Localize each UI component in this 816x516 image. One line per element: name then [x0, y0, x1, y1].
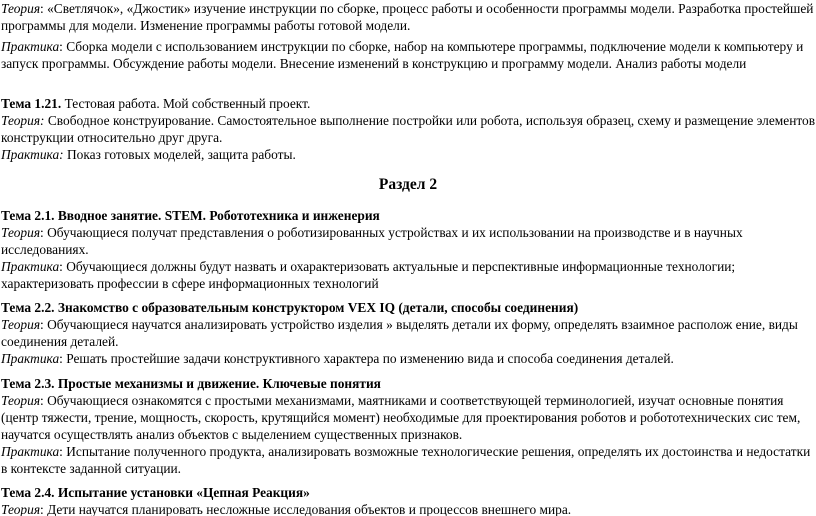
theory-label: Теория:	[1, 113, 45, 128]
theory-text: : Дети научатся планировать несложные исследования объектов и процессов внешнего мира.	[40, 502, 572, 516]
intro-practice-line-2: запуск программы. Обсуждение работы модели. Внесение изменений в конструкцию и программу модели. Анализ работы модели	[1, 56, 747, 71]
theory-text: : Обучающиеся получат представления о роботизированных устройствах и их использовании на производстве и в научных	[40, 225, 743, 240]
practice-label: Практика	[1, 39, 60, 54]
topic-1-21-theory-line-1	[1, 112, 815, 129]
topic-2-2-title: Тема 2.2. Знакомство с образовательным конструктором VEX IQ (детали, способы соединения)	[1, 300, 579, 315]
practice-label: Практика	[1, 444, 60, 459]
topic-number: Тема 1.21.	[1, 96, 62, 111]
topic-2-3-practice-line-1	[1, 443, 810, 460]
topic-1-21-theory-line-2: конструкции относительно друг друга.	[1, 130, 223, 145]
topic-2-4-title: Тема 2.4. Испытание установки «Цепная Реакция»	[1, 485, 310, 500]
topic-2-1-title: Тема 2.1. Вводное занятие. STEM. Робототехника и инженерия	[1, 208, 380, 223]
topic-2-3-practice-line-2: в контексте заданной ситуации.	[1, 461, 182, 476]
theory-label: Теория	[1, 317, 41, 332]
theory-label: Теория	[1, 225, 41, 240]
topic-title-text: Тестовая работа. Мой собственный проект.	[61, 96, 311, 111]
topic-2-1-theory-line-1	[1, 224, 743, 241]
topic-2-2-theory-line-1	[1, 316, 798, 333]
practice-text: : Испытание полученного продукта, анализировать возможные технологические решения, определять их достоинства и недостатки	[59, 444, 811, 459]
topic-1-21-title	[1, 95, 310, 112]
topic-2-3-theory-line-2: (центр тяжести, трение, мощность, скорость, крутящийся момент) необходимые для проектирования роботов и робототехнических сис тем,	[1, 410, 801, 425]
topic-2-3-theory-line-1	[1, 392, 783, 409]
topic-2-1-practice-line-2: характеризовать профессии в сфере информационных технологий	[1, 276, 379, 291]
practice-text: : Решать простейшие задачи конструктивного характера по изменению вида и способа соединения деталей.	[59, 351, 674, 366]
topic-2-2-practice	[1, 350, 674, 367]
topic-2-3-theory-line-3: научатся осуществлять анализ объектов с выделением существенных признаков.	[1, 427, 463, 442]
topic-2-2-theory-line-2: соединения деталей.	[1, 334, 119, 349]
section-heading: Раздел 2	[378, 176, 438, 193]
theory-label: Теория	[1, 502, 41, 516]
intro-theory-line-1	[1, 0, 813, 17]
topic-1-21-practice	[1, 146, 296, 163]
topic-2-3-title: Тема 2.3. Простые механизмы и движение. Ключевые понятия	[1, 376, 381, 391]
practice-label: Практика	[1, 351, 60, 366]
practice-text: : Сборка модели с использованием инструкции по сборке, набор на компьютере программы, подключение модели к компьютеру и	[59, 39, 804, 54]
theory-label: Теория	[1, 1, 41, 16]
theory-text: : Обучающиеся ознакомятся с простыми механизмами, маятниками и соответствующей терминологией, изучат основные понятия	[40, 393, 784, 408]
practice-label: Практика:	[1, 147, 64, 162]
theory-label: Теория	[1, 393, 41, 408]
theory-text: : Обучающиеся научатся анализировать устройство изделия » выделять детали их форму, определять взаимное располож ение, виды	[40, 317, 798, 332]
practice-text: : Обучающиеся должны будут назвать и охарактеризовать актуальные и перспективные информационные технологии;	[59, 259, 736, 274]
intro-practice-line-1	[1, 38, 803, 55]
theory-text: : «Светлячок», «Джостик» изучение инструкции по сборке, процесс работы и особенности программы модели. Разработка простейшей	[40, 1, 814, 16]
topic-2-1-practice-line-1	[1, 258, 735, 275]
topic-2-1-theory-line-2: исследованиях.	[1, 242, 89, 257]
topic-2-4-theory	[1, 501, 571, 516]
practice-text: Показ готовых моделей, защита работы.	[63, 147, 296, 162]
practice-label: Практика	[1, 259, 60, 274]
intro-theory-line-2: программы для модели. Изменение программы работы готовой модели.	[1, 18, 411, 33]
theory-text: Свободное конструирование. Самостоятельное выполнение постройки или робота, используя образец, схему и размещение элементов	[44, 113, 816, 128]
